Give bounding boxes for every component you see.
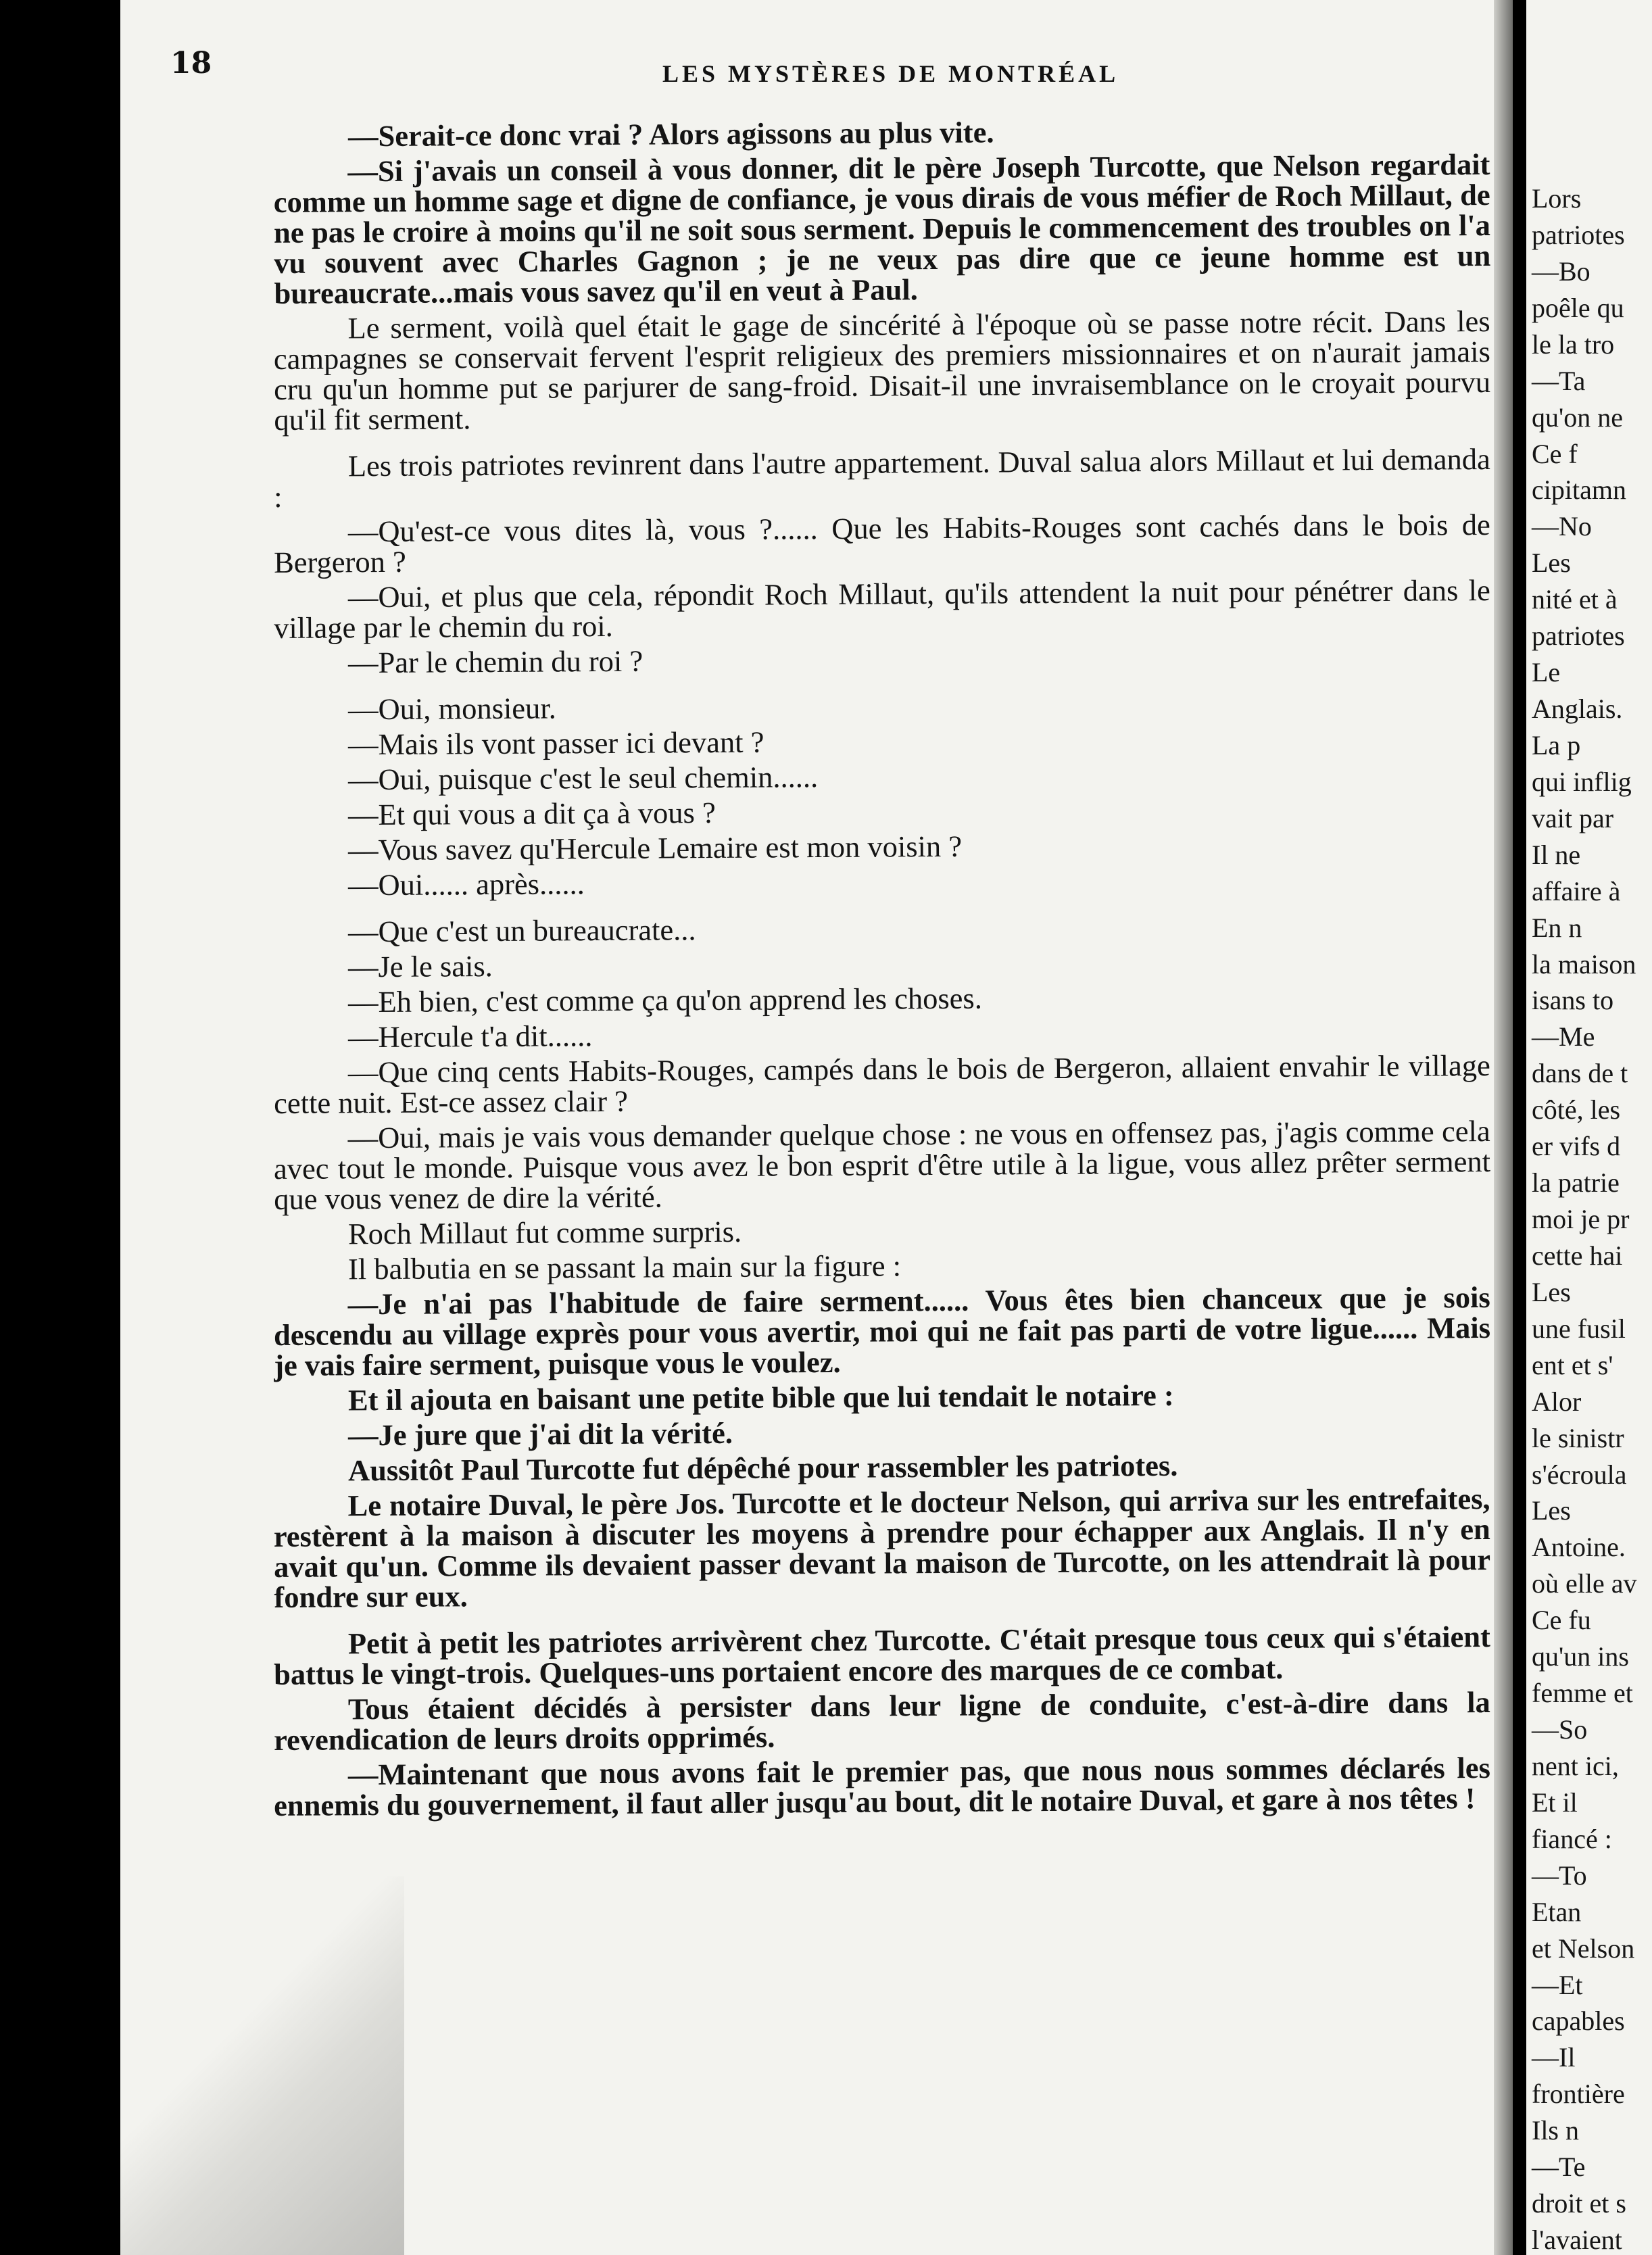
paragraph: —Je le sais. [347, 949, 493, 984]
paragraph: —Je jure que j'ai dit la vérité. [347, 1415, 733, 1453]
paragraph: —Que c'est un bureaucrate... [347, 913, 696, 949]
facing-page-line-fragment: —Me [1532, 1021, 1595, 1052]
facing-page-line-fragment: droit et s [1532, 2188, 1626, 2218]
facing-page-line-fragment: Il ne [1532, 840, 1581, 870]
paragraph: —Hercule t'a dit...... [347, 1019, 593, 1054]
paragraph: Le notaire Duval, le père Jos. Turcotte et le docteur Nelson, qui arriva sur les entrefaites, restèrent à la maison à discuter les moyens à prendre pour échapper aux Anglais. Il n'y en avait qu'un. Comme ils devaient passer devant la maison de Turcotte, on les attendrait là pour fondre sur eux. [273, 1482, 1491, 1614]
facing-page-line-fragment: —Te [1532, 2152, 1586, 2182]
paragraph: Le serment, voilà quel était le gage de sincérité à l'époque où se passe notre récit. Dans les campagnes se conservait fervent l'esprit religieux des premiers missionnaires et on n'aurait jamais cru qu'un homme put se parjurer de sang-froid. Disait-il une invraisemblance on le croyait pourvu qu'il fit serment. [273, 304, 1491, 437]
facing-page-line-fragment: où elle av [1532, 1568, 1637, 1599]
facing-page-line-fragment: —To [1532, 1860, 1587, 1891]
paragraph: —Je n'ai pas l'habitude de faire serment...... Vous êtes bien chanceux que je sois descendu au village exprès pour vous avertir, moi qui ne fait pas parti de votre ligue...... Mais je vais faire serment, puisque vous le voulez. [273, 1280, 1491, 1382]
facing-page-line-fragment: Anglais. [1532, 694, 1623, 724]
paragraph: Aussitôt Paul Turcotte fut dépêché pour rassembler les patriotes. [347, 1448, 1178, 1488]
facing-page-line-fragment: nité et à [1532, 584, 1618, 614]
facing-page-line-fragment: affaire à [1532, 876, 1621, 906]
facing-page-line-fragment: La p [1532, 730, 1581, 760]
facing-page-line-fragment: dans de t [1532, 1058, 1628, 1088]
paragraph: —Que cinq cents Habits-Rouges, campés dans le bois de Bergeron, allaient envahir le village cette nuit. Est-ce assez clair ? [273, 1048, 1490, 1120]
paragraph: —Serait-ce donc vrai ? Alors agissons au plus vite. [347, 115, 994, 153]
facing-page-line-fragment: —Bo [1532, 256, 1590, 287]
facing-page-line-fragment: Antoine. [1532, 1532, 1626, 1562]
facing-page-line-fragment: l'avaient [1532, 2225, 1622, 2255]
facing-page-line-fragment: Les [1532, 1495, 1571, 1526]
facing-page-line-fragment: vait par [1532, 803, 1614, 833]
facing-page-line-fragment: Etan [1532, 1897, 1582, 1927]
facing-page-line-fragment: patriotes [1532, 220, 1625, 250]
facing-page-line-fragment: patriotes [1532, 621, 1625, 651]
paragraph: —Oui, monsieur. [347, 691, 556, 727]
facing-page-line-fragment: Lors [1532, 183, 1582, 214]
paragraph: —Maintenant que nous avons fait le premier pas, que nous nous sommes déclarés les ennemis du gouvernement, il faut aller jusqu'au bout, dit le notaire Duval, et gare à nos têtes ! [273, 1751, 1490, 1822]
facing-page-line-fragment: Ce fu [1532, 1605, 1591, 1635]
paragraph: Roch Millaut fut comme surpris. [347, 1214, 742, 1251]
facing-page-line-fragment: Et il [1532, 1787, 1578, 1818]
facing-page-line-fragment: qu'un ins [1532, 1641, 1629, 1672]
facing-page-line-fragment: le la tro [1532, 329, 1615, 360]
page-corner-fold [120, 1876, 404, 2255]
facing-page-line-fragment: femme et [1532, 1678, 1633, 1708]
facing-page-line-fragment: qu'on ne [1532, 402, 1623, 433]
facing-page-line-fragment: Les [1532, 548, 1571, 578]
facing-page-line-fragment: —Ta [1532, 366, 1586, 396]
facing-page-line-fragment: cette hai [1532, 1240, 1623, 1271]
facing-page-line-fragment: poêle qu [1532, 293, 1624, 323]
facing-page-line-fragment: et Nelson [1532, 1933, 1635, 1964]
paragraph: Et il ajouta en baisant une petite bible que lui tendait le notaire : [347, 1378, 1174, 1417]
paragraph: —Par le chemin du roi ? [347, 644, 643, 680]
facing-page-line-fragment: —So [1532, 1714, 1588, 1745]
paragraph: —Et qui vous a dit ça à vous ? [347, 796, 716, 832]
facing-page-line-fragment: Alor [1532, 1386, 1582, 1417]
facing-page-line-fragment: —No [1532, 511, 1592, 541]
facing-page-line-fragment: une fusil [1532, 1313, 1626, 1344]
paragraph: Il balbutia en se passant la main sur la figure : [347, 1248, 902, 1286]
facing-page-line-fragment: —Et [1532, 1970, 1583, 2000]
paragraph: —Mais ils vont passer ici devant ? [347, 725, 764, 762]
facing-page-line-fragment: er vifs d [1532, 1131, 1621, 1161]
facing-page-line-fragment: En n [1532, 913, 1582, 943]
paragraph: —Si j'avais un conseil à vous donner, dit le père Joseph Turcotte, que Nelson regardait comme un homme sage et digne de confiance, je vous dirais de vous méfier de Roch Millaut, de ne pas le croire à moins qu'il ne soit sous serment. Depuis le commencement des troubles on l'a vu souvent avec Charles Gagnon ; je ne veux pas dire que ce jeune homme est un bureaucrate...mais vous savez qu'il en veut à Paul. [273, 147, 1491, 310]
facing-page-line-fragment: Le [1532, 657, 1561, 687]
facing-page-line-fragment: le sinistr [1532, 1423, 1624, 1453]
facing-page-line-fragment: frontière [1532, 2079, 1625, 2109]
running-head: LES MYSTÈRES DE MONTRÉAL [662, 60, 1119, 87]
facing-page-line-fragment: ent et s' [1532, 1350, 1613, 1380]
facing-page-edge [1526, 0, 1652, 2255]
facing-page-line-fragment: s'écroula [1532, 1459, 1627, 1490]
body-text [273, 115, 1491, 1826]
facing-page-line-fragment: Ils n [1532, 2115, 1579, 2145]
facing-page-line-fragment: moi je pr [1532, 1204, 1630, 1234]
paragraph: —Vous savez qu'Hercule Lemaire est mon voisin ? [347, 829, 963, 867]
facing-page-line-fragment: cipitamn [1532, 475, 1626, 505]
facing-page-line-fragment: capables [1532, 2006, 1625, 2036]
facing-page-line-fragment: côté, les [1532, 1094, 1621, 1125]
facing-page-line-fragment: nent ici, [1532, 1751, 1619, 1781]
facing-page-line-fragment: Les [1532, 1277, 1571, 1307]
facing-page-line-fragment: —Il [1532, 2042, 1576, 2072]
paragraph: —Eh bien, c'est comme ça qu'on apprend les choses. [347, 981, 983, 1019]
paragraph: —Oui, et plus que cela, répondit Roch Millaut, qu'ils attendent la nuit pour pénétrer dans le village par le chemin du roi. [273, 573, 1490, 645]
paragraph: —Oui, puisque c'est le seul chemin...... [347, 760, 819, 797]
facing-page-line-fragment: la maison [1532, 949, 1636, 979]
paragraph: Tous étaient décidés à persister dans leur ligne de conduite, c'est-à-dire dans la revendication de leurs droits opprimés. [273, 1685, 1490, 1757]
facing-page-line-fragment: Ce f [1532, 439, 1578, 469]
paragraph: —Oui...... après...... [347, 867, 585, 902]
page-number: 18 [170, 46, 212, 80]
paragraph: Petit à petit les patriotes arrivèrent chez Turcotte. C'était presque tous ceux qui s'étaient battus le vingt-trois. Quelques-uns portaient encore des marques de ce combat. [273, 1620, 1490, 1691]
facing-page-line-fragment: qui inflig [1532, 767, 1632, 797]
facing-page-line-fragment: la patrie [1532, 1167, 1620, 1198]
facing-page-line-fragment: fiancé : [1532, 1824, 1612, 1854]
paragraph: Les trois patriotes revinrent dans l'autre appartement. Duval salua alors Millaut et lui demanda : [273, 442, 1490, 514]
facing-page-line-fragment: isans to [1532, 985, 1614, 1015]
paragraph: —Oui, mais je vais vous demander quelque chose : ne vous en offensez pas, j'agis comme cela avec tout le monde. Puisque vous avez le bon esprit d'être utile à la ligue, vous allez prêter serment que vous venez de dire la vérité. [273, 1114, 1491, 1216]
paragraph: —Qu'est-ce vous dites là, vous ?...... Que les Habits-Rouges sont cachés dans le bois de Bergeron ? [273, 508, 1490, 579]
